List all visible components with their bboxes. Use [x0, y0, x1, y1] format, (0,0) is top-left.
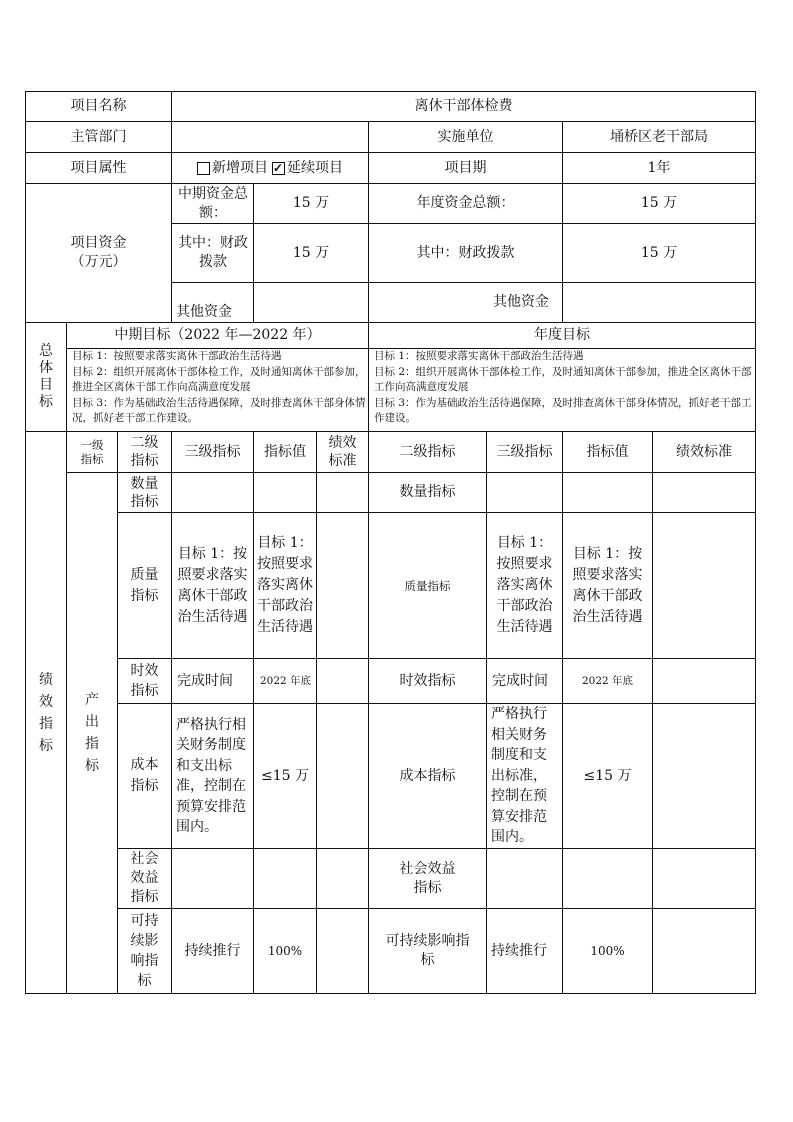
- row-sustain-ann-val: 100%: [590, 943, 625, 958]
- row-cost-ann-std: [653, 704, 755, 848]
- annual-goal-item: 目标 3：作为基础政治生活待遇保障，及时排查离休干部身体情况，抓好老干部工作建设。: [374, 396, 752, 424]
- row-quantity-mid-l3: [172, 473, 253, 512]
- row-cost-mid-val: ≤15 万: [261, 767, 309, 784]
- row-cost-ann-val: ≤15 万: [583, 767, 632, 784]
- project-funds-label: [26, 184, 171, 322]
- row-sustain-mid-l3: 持续推行: [184, 942, 241, 959]
- annual-total-label: 年度资金总额：: [416, 195, 515, 211]
- row-quantity-mid-val: [254, 473, 316, 512]
- mid-goal-item: 目标 1：按照要求落实离休干部政治生活待遇: [72, 350, 282, 362]
- checkbox-new-project[interactable]: [197, 162, 210, 175]
- level1-header: 一级指标: [80, 438, 104, 466]
- annual-other-label: 其他资金: [493, 294, 549, 310]
- row-quantity-ann-l3: [487, 473, 562, 512]
- checkbox-continued-project[interactable]: [272, 162, 285, 175]
- row-quantity-ann-std: [653, 473, 755, 512]
- annual-total-value: 15 万: [640, 195, 678, 211]
- value-header-annual: 指标值: [586, 443, 629, 460]
- row-quality-mid-std: [317, 513, 368, 658]
- level3-header-annual: 三级指标: [496, 443, 553, 460]
- row-cost-ann-l2: 成本指标: [399, 767, 456, 784]
- project-name-label: 项目名称: [70, 98, 127, 114]
- level2-header-annual: 二级指标: [399, 443, 456, 460]
- annual-goals-header: 年度目标: [534, 327, 590, 343]
- output-indicators-label: 产出指标: [85, 692, 99, 774]
- annual-goals-list: [374, 349, 753, 431]
- row-time-ann-std: [653, 659, 755, 703]
- row-time-mid-l3: 完成时间: [177, 673, 233, 689]
- mid-fiscal-label: 其中：财政拨款: [178, 235, 248, 270]
- annual-goal-item: 目标 2：组织开展离休干部体检工作，及时通知离休干部参加，推进全区离休干部工作向高满意度发展: [374, 365, 752, 393]
- row-time-mid-l2: 时效指标: [130, 663, 159, 699]
- row-quantity-ann-val: [563, 473, 652, 512]
- project-funds-label-line2: （万元）: [70, 254, 127, 270]
- option-new-label: 新增项目: [212, 159, 268, 176]
- row-social-mid-val: [254, 849, 316, 908]
- project-funds-label-line1: 项目资金: [70, 235, 127, 251]
- row-time-ann-l2: 时效指标: [399, 672, 456, 689]
- row-sustain-ann-l2: 可持续影响指标: [385, 933, 470, 968]
- project-period-label: 项目期: [444, 159, 487, 176]
- implementing-unit-value: 埇桥区老干部局: [610, 128, 708, 145]
- row-quantity-ann-l2: 数量指标: [399, 484, 456, 500]
- project-attribute-options: [172, 153, 368, 183]
- row-social-mid-std: [317, 849, 368, 908]
- row-social-ann-l3: [487, 849, 562, 908]
- project-name-value: 离休干部体检费: [414, 98, 513, 114]
- annual-goal-item: 目标 1：按照要求落实离休干部政治生活待遇: [374, 350, 584, 362]
- performance-indicators-label: 绩效指标: [39, 671, 53, 754]
- row-quantity-mid-l2: 数量指标: [130, 475, 159, 510]
- implementing-unit-label: 实施单位: [437, 128, 494, 145]
- row-quality-mid-l2: 质量指标: [130, 566, 159, 604]
- row-social-ann-std: [653, 849, 755, 908]
- option-continued-label: 延续项目: [287, 159, 343, 176]
- row-cost-mid-l3: 严格执行相关财务制度和支出标准，控制在预算安排范围内。: [176, 716, 246, 835]
- row-quality-ann-l2: 质量指标: [404, 578, 451, 593]
- row-sustain-mid-val: 100%: [267, 943, 303, 958]
- mid-goals-list: [72, 349, 366, 431]
- value-header-mid: 指标值: [264, 443, 306, 460]
- row-social-ann-l2: 社会效益指标: [399, 860, 456, 896]
- mid-total-label: 中期资金总额：: [178, 185, 248, 221]
- standard-header-mid: 绩效标准: [328, 435, 357, 469]
- mid-goal-item: 目标 2：组织开展离休干部体检工作，及时通知离休干部参加，推进全区离休干部工作向高满意度发展: [72, 365, 366, 393]
- row-time-mid-val: 2022 年底: [260, 674, 312, 687]
- standard-header-annual: 绩效标准: [676, 443, 732, 460]
- mid-other-label: 其他资金: [176, 304, 232, 320]
- annual-fiscal-label: 其中：财政拨款: [416, 244, 515, 261]
- row-quality-mid-val: 目标 1：按照要求落实离休干部政治生活待遇: [257, 535, 313, 635]
- department-label: 主管部门: [70, 128, 127, 145]
- row-social-ann-val: [563, 849, 652, 908]
- row-time-ann-l3: 完成时间: [492, 673, 548, 689]
- row-quality-ann-l3: 目标 1：按照要求落实离休干部政治生活待遇: [496, 535, 553, 635]
- overall-goals-label: 总体目标: [39, 343, 53, 410]
- mid-other-value: [254, 283, 368, 322]
- option-new-project[interactable]: [197, 159, 268, 178]
- row-sustain-mid-l2: 可持续影响指标: [130, 913, 159, 989]
- row-sustain-ann-std: [653, 909, 755, 993]
- row-social-mid-l3: [172, 849, 253, 908]
- mid-goals-header: 中期目标（2022 年—2022 年）: [114, 327, 321, 343]
- level2-header-mid: 二级指标: [130, 435, 159, 469]
- project-period-value: 1年: [647, 159, 671, 176]
- row-quality-mid-l3: 目标 1：按照要求落实离休干部政治生活待遇: [177, 545, 248, 625]
- row-social-mid-l2: 社会效益指标: [130, 851, 159, 905]
- mid-fiscal-value: 15 万: [292, 244, 330, 261]
- level3-header-mid: 三级指标: [184, 443, 241, 460]
- row-sustain-mid-std: [317, 909, 368, 993]
- row-cost-mid-l2: 成本指标: [130, 757, 159, 794]
- annual-other-value: [674, 283, 755, 322]
- row-time-mid-std: [317, 659, 368, 703]
- row-cost-ann-l3: 严格执行相关财务制度和支出标准，控制在预算安排范围内。: [491, 706, 547, 846]
- option-continued-project[interactable]: [272, 159, 343, 178]
- row-sustain-ann-l3: 持续推行: [491, 942, 547, 959]
- mid-goal-item: 目标 3：作为基础政治生活待遇保障，及时排查离休干部身体情况，抓好老干部工作建设。: [72, 396, 366, 424]
- row-time-ann-val: 2022 年底: [581, 674, 634, 687]
- annual-fiscal-value: 15 万: [640, 244, 678, 261]
- department-value: [172, 122, 368, 152]
- row-quality-ann-val: 目标 1：按照要求落实离休干部政治生活待遇: [572, 545, 643, 625]
- mid-total-value: 15 万: [292, 195, 330, 211]
- row-quantity-mid-std: [317, 473, 368, 512]
- row-quality-ann-std: [653, 513, 755, 658]
- project-attribute-label: 项目属性: [70, 159, 127, 176]
- row-cost-mid-std: [317, 704, 368, 848]
